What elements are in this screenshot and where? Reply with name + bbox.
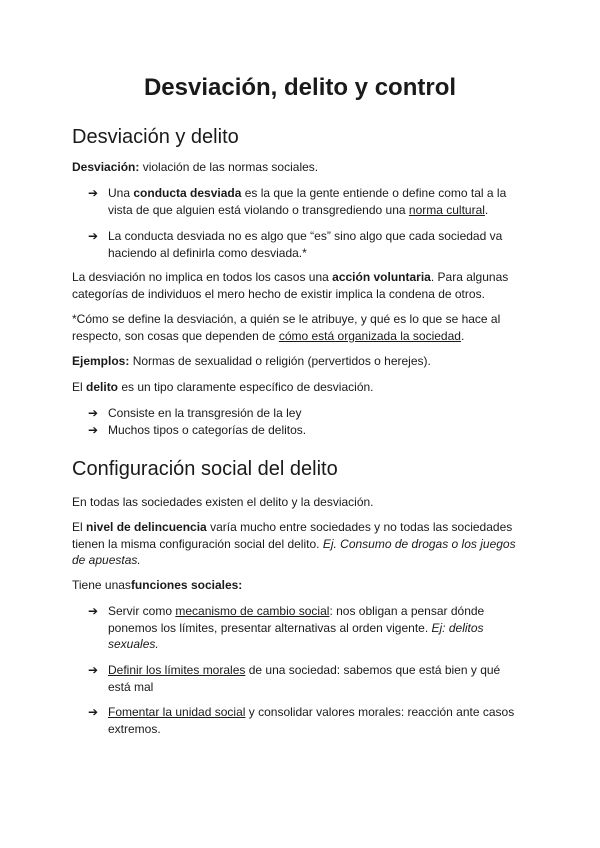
arrow-icon: ➔ — [88, 663, 99, 677]
list-item: ➔ Servir como mecanismo de cambio social: nos obligan a pensar dónde ponemos los límites, presentar alternativas al orden vigente. Ej: delitos sexuales. — [88, 604, 485, 651]
page-title: Desviación, delito y control — [143, 74, 457, 101]
paragraph: *Cómo se define la desviación, a quién se le atribuye, y qué es lo que se hace al respecto, son cosas que dependen de cómo está organizada la sociedad. — [72, 312, 501, 343]
arrow-icon: ➔ — [88, 604, 99, 618]
list-item: ➔ Fomentar la unidad social y consolidar valores morales: reacción ante casos extremos. — [88, 705, 515, 736]
paragraph: En todas las sociedades existen el delito y la desviación. — [72, 495, 374, 509]
term: Desviación: — [72, 160, 140, 174]
list-item: ➔ Muchos tipos o categorías de delitos. — [88, 423, 307, 437]
heading-configuracion-social: Configuración social del delito — [72, 458, 338, 480]
arrow-icon: ➔ — [88, 406, 99, 420]
list-item: ➔ Definir los límites morales de una sociedad: sabemos que está bien y qué está mal — [88, 663, 501, 694]
heading-desviacion-y-delito: Desviación y delito — [72, 126, 239, 148]
list-item: ➔ Una conducta desviada es la que la gente entiende o define como tal a la vista de que alguien está violando o transgrediendo una norma cultural. — [88, 186, 507, 217]
paragraph: El nivel de delincuencia varía mucho entre sociedades y no todas las sociedades tienen la misma configuración social del delito. Ej. Consumo de drogas o los juegos de apuestas. — [72, 520, 516, 567]
arrow-icon: ➔ — [88, 423, 99, 437]
list-item: ➔ La conducta desviada no es algo que “es” sino algo que cada sociedad va haciendo al definirla como desviada.* — [88, 229, 503, 260]
arrow-icon: ➔ — [88, 229, 99, 243]
arrow-icon: ➔ — [88, 705, 99, 719]
arrow-icon: ➔ — [88, 186, 99, 200]
paragraph: Tiene unasfunciones sociales: — [72, 578, 243, 592]
list-item: ➔ Consiste en la transgresión de la ley — [88, 406, 302, 420]
paragraph: El delito es un tipo claramente específico de desviación. — [72, 380, 374, 394]
definition-desviacion: Desviación: violación de las normas sociales. — [72, 160, 319, 174]
examples: Ejemplos: Normas de sexualidad o religión (pervertidos o herejes). — [72, 354, 431, 368]
paragraph: La desviación no implica en todos los casos una acción voluntaria. Para algunas categorías de individuos el mero hecho de existir implica la condena de otros. — [72, 270, 509, 301]
